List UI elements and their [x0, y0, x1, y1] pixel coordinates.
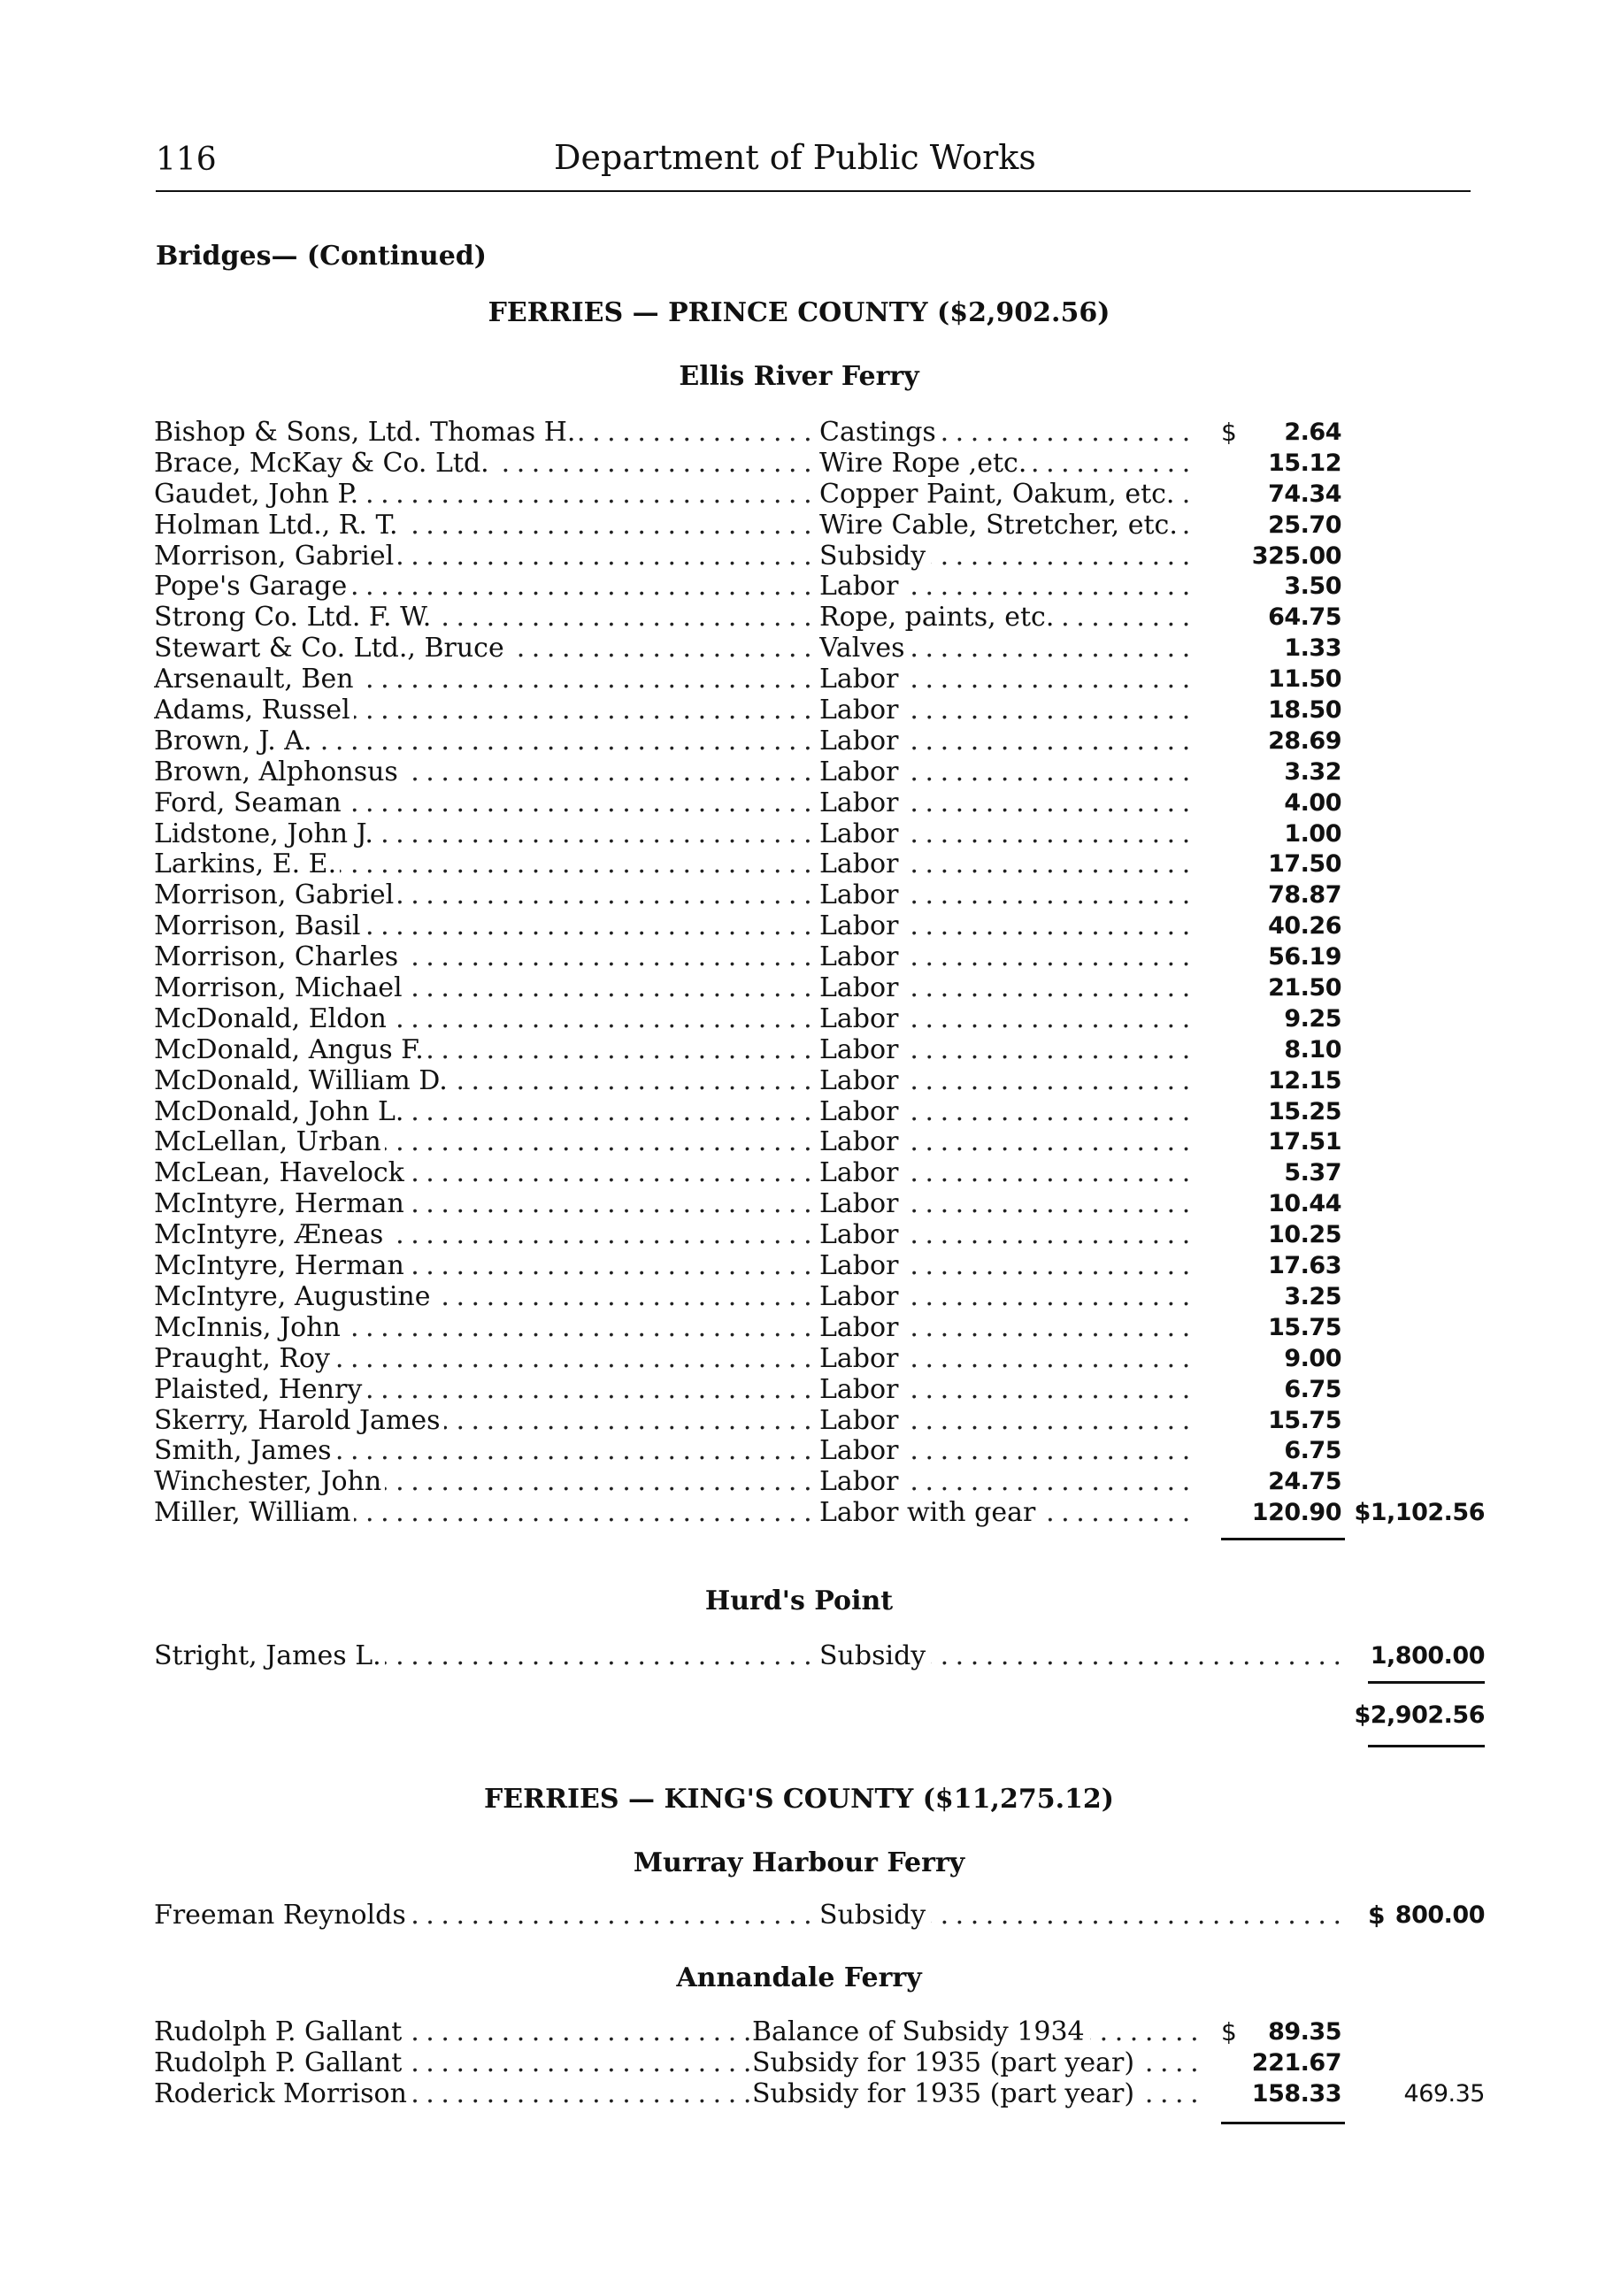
ledger-row: Pope's Garage . . . Labor . . . 3.50 [0, 572, 1598, 603]
annandale-ferry-title: Annandale Ferry [676, 1962, 922, 1993]
prince-grand-total-row [0, 1701, 1598, 1732]
prince-county-heading [0, 297, 1598, 328]
annandale-subtotal-rule [1221, 2122, 1345, 2124]
section-label: Bridges— (Continued) [156, 241, 487, 272]
ledger-row: Brown, J. A. . . . Labor . . . 28.69 [0, 726, 1598, 757]
kings-county-heading-text: FERRIES — KING'S COUNTY [484, 1784, 914, 1815]
annandale-ledger [0, 2017, 1598, 2110]
ledger-row: Morrison, Gabriel . . . Labor . . . 78.87 [0, 880, 1598, 911]
hurds-point-ledger [0, 1641, 1598, 1672]
ellis-river-total: $1,102.56 [1354, 1499, 1485, 1527]
ledger-row: Skerry, Harold James . . . Labor . . . 15.75 [0, 1406, 1598, 1437]
ledger-row: Ford, Seaman . . . Labor . . . 4.00 [0, 788, 1598, 819]
ledger-row: Morrison, Charles . . . Labor . . . 56.19 [0, 942, 1598, 973]
ledger-row: McLean, Havelock . . . Labor . . . 5.37 [0, 1158, 1598, 1189]
ledger-row: Brown, Alphonsus . . . Labor . . . 3.32 [0, 757, 1598, 788]
ledger-row: Larkins, E. E. . . . Labor . . . 17.50 [0, 849, 1598, 880]
ledger-row: Adams, Russel . . . Labor . . . 18.50 [0, 695, 1598, 726]
ledger-row: Freeman Reynolds . . . Subsidy . . . $ 800.00 [0, 1901, 1598, 1931]
ledger-row: Winchester, John . . . Labor . . . 24.75 [0, 1467, 1598, 1498]
ledger-row: Plaisted, Henry . . . Labor . . . 6.75 [0, 1375, 1598, 1406]
ledger-row: Morrison, Gabriel . . . Subsidy . . . 325.00 [0, 541, 1598, 572]
ledger-row: Gaudet, John P. . . . Copper Paint, Oakum, etc. . . . 74.34 [0, 480, 1598, 511]
currency-symbol: $ [1368, 1901, 1386, 1930]
ledger-row: McDonald, Angus F. . . . Labor . . . 8.10 [0, 1035, 1598, 1066]
ellis-river-ferry-title: Ellis River Ferry [679, 361, 919, 392]
ledger-row: McDonald, John L. . . . Labor . . . 15.25 [0, 1097, 1598, 1128]
ledger-row: Stewart & Co. Ltd., Bruce . . . Valves . . . 1.33 [0, 634, 1598, 664]
kings-county-heading [0, 1784, 1598, 1815]
ledger-row: Holman Ltd., R. T. . . . Wire Cable, Stretcher, etc. . . . 25.70 [0, 511, 1598, 541]
murray-harbour-ledger [0, 1901, 1598, 1931]
subtotal-rule [1221, 1538, 1345, 1540]
ledger-row: McIntyre, Herman . . . Labor . . . 10.44 [0, 1189, 1598, 1220]
ledger-row: McInnis, John . . . Labor . . . 15.75 [0, 1313, 1598, 1344]
ledger-row: McLellan, Urban . . . Labor . . . 17.51 [0, 1127, 1598, 1158]
ledger-row: McDonald, Eldon . . . Labor . . . 9.25 [0, 1004, 1598, 1035]
prince-county-grand-total: $2,902.56 [1354, 1701, 1485, 1729]
ledger-row: Morrison, Basil . . . Labor . . . 40.26 [0, 911, 1598, 942]
ledger-row: McIntyre, Æneas . . . Labor . . . 10.25 [0, 1220, 1598, 1251]
prince-county-heading-amount: ($2,902.56) [937, 297, 1110, 328]
ledger-row: McIntyre, Augustine . . . Labor . . . 3.25 [0, 1282, 1598, 1313]
ledger-row: Praught, Roy . . . Labor . . . 9.00 [0, 1344, 1598, 1375]
ledger-row: Arsenault, Ben . . . Labor . . . 11.50 [0, 664, 1598, 695]
total-rule-top [1368, 1681, 1485, 1684]
running-header-title: Department of Public Works [554, 138, 1036, 177]
total-rule-bottom [1368, 1745, 1485, 1747]
ledger-row: Brace, McKay & Co. Ltd. . . . Wire Rope ,etc. . . . 15.12 [0, 449, 1598, 480]
hurds-point-title: Hurd's Point [704, 1586, 894, 1616]
ledger-row: Rudolph P. Gallant . . . Subsidy for 1935 (part year) . . . 221.67 [0, 2048, 1598, 2079]
ledger-row: McDonald, William D. . . . Labor . . . 12.15 [0, 1066, 1598, 1097]
ledger-row: Stright, James L. . . . Subsidy . . . 1,800.00 [0, 1641, 1598, 1672]
ledger-row: Miller, William . . . Labor with gear . . . 120.90 $1,102.56 [0, 1498, 1598, 1529]
ledger-row: McIntyre, Herman . . . Labor . . . 17.63 [0, 1251, 1598, 1282]
page-number: 116 [156, 142, 217, 178]
prince-county-heading-text: FERRIES — PRINCE COUNTY [488, 297, 928, 328]
ledger-row: Morrison, Michael . . . Labor . . . 21.50 [0, 973, 1598, 1004]
murray-harbour-ferry-title: Murray Harbour Ferry [633, 1847, 965, 1878]
currency-symbol: $ [1221, 2017, 1237, 2046]
ledger-row: Smith, James . . . Labor . . . 6.75 [0, 1436, 1598, 1467]
header-rule [156, 190, 1471, 192]
kings-county-heading-amount: ($11,275.12) [922, 1784, 1114, 1815]
ledger-row: Roderick Morrison . . . Subsidy for 1935 (part year) . . . 158.33 469.35 [0, 2079, 1598, 2110]
ledger-row: Strong Co. Ltd. F. W. . . . Rope, paints, etc. . . . 64.75 [0, 603, 1598, 634]
ledger-row: Bishop & Sons, Ltd. Thomas H. . . . Castings . . . $ 2.64 [0, 418, 1598, 449]
ellis-river-ledger [0, 418, 1598, 1529]
currency-symbol: $ [1221, 418, 1237, 447]
annandale-total: 469.35 [1403, 2079, 1485, 2108]
ledger-row: Lidstone, John J. . . . Labor . . . 1.00 [0, 819, 1598, 850]
ledger-row: Rudolph P. Gallant . . . Balance of Subsidy 1934 . . . $ 89.35 [0, 2017, 1598, 2048]
